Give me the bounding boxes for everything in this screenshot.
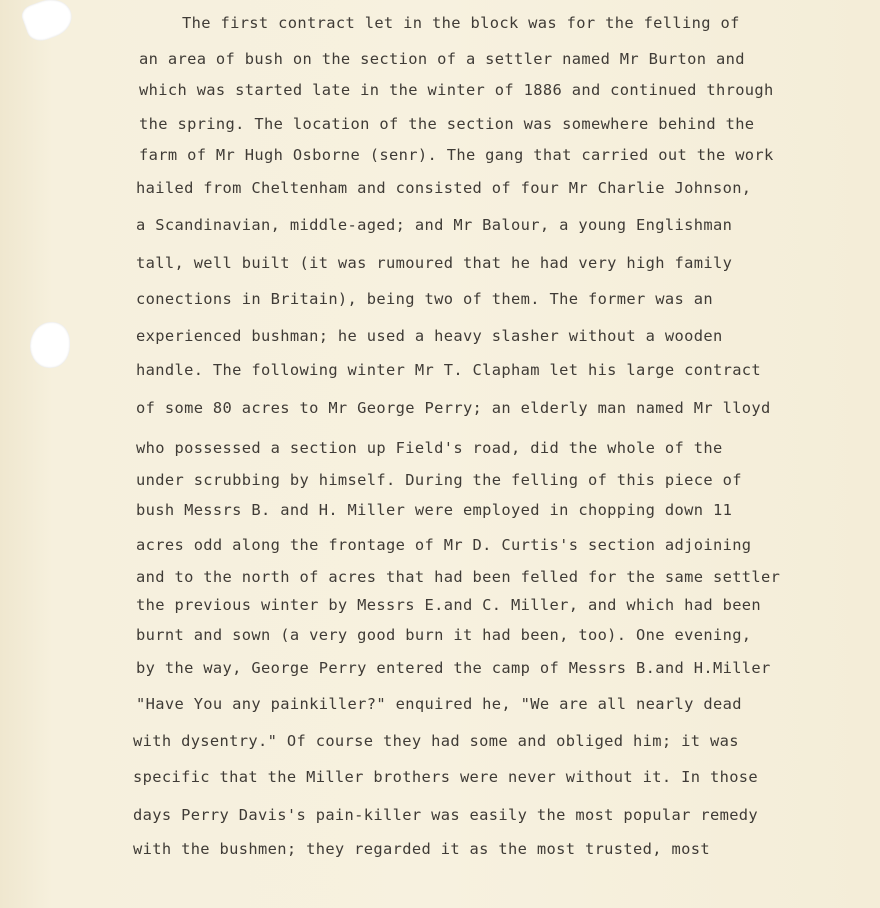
text-line-3: which was started late in the winter of 1886 and continued through [139, 81, 774, 99]
text-line-24: days Perry Davis's pain-killer was easily the most popular remedy [133, 806, 759, 824]
text-line-14: under scrubbing by himself. During the felling of this piece of [136, 471, 742, 489]
text-line-2: an area of bush on the section of a settler named Mr Burton and [139, 50, 745, 68]
text-line-18: the previous winter by Messrs E.and C. Miller, and which had been [136, 596, 762, 614]
text-line-11: handle. The following winter Mr T. Clapham let his large contract [136, 361, 762, 379]
text-line-7: a Scandinavian, middle-aged; and Mr Balour, a young Englishman [136, 216, 733, 234]
text-line-21: "Have You any painkiller?" enquired he, "We are all nearly dead [136, 695, 742, 713]
text-line-9: conections in Britain), being two of them. The former was an [136, 290, 713, 308]
text-line-12: of some 80 acres to Mr George Perry; an elderly man named Mr lloyd [136, 399, 771, 417]
text-line-6: hailed from Cheltenham and consisted of four Mr Charlie Johnson, [136, 179, 752, 197]
text-line-1: The first contract let in the block was for the felling of [182, 14, 740, 32]
text-line-10: experienced bushman; he used a heavy slasher without a wooden [136, 327, 723, 345]
text-line-15: bush Messrs B. and H. Miller were employed in chopping down 11 [136, 501, 733, 519]
text-line-25: with the bushmen; they regarded it as the most trusted, most [133, 840, 710, 858]
text-line-16: acres odd along the frontage of Mr D. Curtis's section adjoining [136, 536, 752, 554]
text-line-4: the spring. The location of the section was somewhere behind the [139, 115, 755, 133]
text-line-19: burnt and sown (a very good burn it had been, too). One evening, [136, 626, 752, 644]
text-line-20: by the way, George Perry entered the camp of Messrs B.and H.Miller [136, 659, 771, 677]
text-line-17: and to the north of acres that had been felled for the same settler [136, 568, 781, 586]
text-line-5: farm of Mr Hugh Osborne (senr). The gang that carried out the work [139, 146, 774, 164]
text-line-8: tall, well built (it was rumoured that he had very high family [136, 254, 733, 272]
text-line-13: who possessed a section up Field's road, did the whole of the [136, 439, 723, 457]
text-line-23: specific that the Miller brothers were never without it. In those [133, 768, 759, 786]
text-line-22: with dysentry." Of course they had some and obliged him; it was [133, 732, 739, 750]
